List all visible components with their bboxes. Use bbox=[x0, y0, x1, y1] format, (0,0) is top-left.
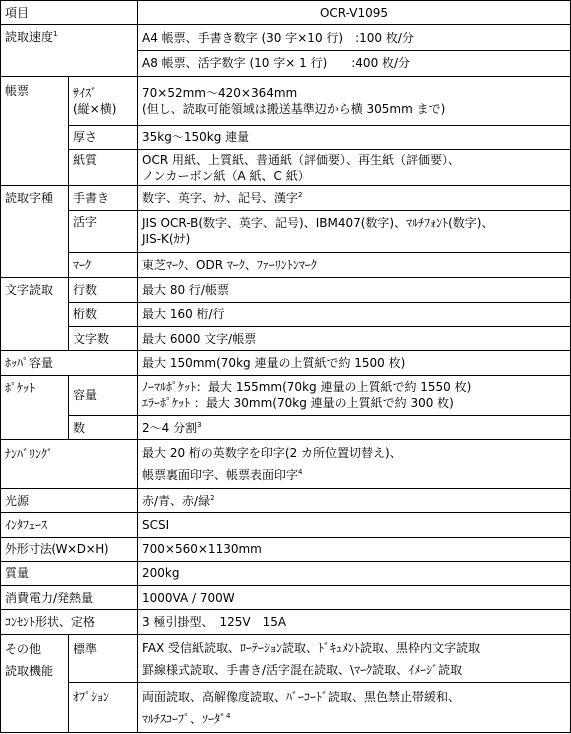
interface-label: ｲﾝﾀﾌｪｰｽ bbox=[1, 513, 138, 537]
light-text: 赤/青、赤/緑 bbox=[142, 493, 211, 508]
read-speed-values bbox=[138, 25, 571, 77]
char-read-digits-value: 最大 160 桁/行 bbox=[138, 302, 571, 326]
hopper-row bbox=[1, 351, 571, 375]
char-handwriting-row bbox=[1, 186, 571, 210]
weight-label: 質量 bbox=[1, 561, 138, 585]
numbering-note: 4 bbox=[298, 468, 303, 477]
char-printed-value bbox=[138, 210, 571, 253]
other-standard-label: 標準 bbox=[69, 634, 138, 683]
numbering-line-2-text: 帳票裏面印字、帳票表面印字 bbox=[142, 468, 299, 483]
other-standard-value bbox=[138, 634, 571, 683]
char-printed-line-1: JIS OCR-B(数字、英字、記号)、IBM407(数字)、ﾏﾙﾁﾌｫﾝﾄ(数字)、 bbox=[142, 216, 494, 231]
other-label-2: 読取機能 bbox=[5, 663, 54, 678]
header-item: 項目 bbox=[1, 1, 138, 25]
form-paper-value bbox=[138, 149, 571, 185]
numbering-row bbox=[1, 440, 571, 489]
interface-value: SCSI bbox=[138, 513, 571, 537]
weight-row bbox=[1, 561, 571, 585]
char-read-lines-label: 行数 bbox=[69, 278, 138, 302]
char-read-digits-label: 桁数 bbox=[69, 302, 138, 326]
power-value: 1000VA / 700W bbox=[138, 586, 571, 610]
outlet-row bbox=[1, 610, 571, 634]
other-option-line-2-text: ﾏﾙﾁｽｺｰﾌﾟ、ｿｰﾀﾞ bbox=[142, 711, 227, 726]
char-read-chars-row bbox=[1, 326, 571, 350]
pocket-capacity-value bbox=[138, 375, 571, 415]
form-paper-line-2: ノンカーボン紙（A 紙、C 紙） bbox=[142, 168, 310, 183]
other-standard-line-2: 罫線様式読取、手書き/活字混在読取、\ﾏｰｸ読取、ｲﾒｰｼﾞ読取 bbox=[142, 662, 463, 677]
header-row bbox=[1, 1, 571, 25]
form-label: 帳票 bbox=[1, 76, 69, 185]
other-option-note: 4 bbox=[226, 711, 231, 720]
read-speed-a8: A8 帳票、活字数字 (10 字× 1 行) :400 枚/分 bbox=[142, 55, 411, 70]
numbering-line-2 bbox=[142, 467, 566, 483]
form-size-label bbox=[69, 76, 138, 125]
char-mark-value: 東芝ﾏｰｸ、ODR ﾏｰｸ、ﾌｧｰﾘﾝﾄﾝﾏｰｸ bbox=[138, 253, 571, 278]
numbering-line-1: 最大 20 桁の英数字を印字(2 カ所位置切替え)、 bbox=[142, 446, 402, 461]
other-option-line-2 bbox=[142, 711, 566, 727]
pocket-count-text: 2～4 分割 bbox=[142, 420, 198, 435]
form-paper-row bbox=[1, 149, 571, 185]
numbering-label: ﾅﾝﾊﾞﾘﾝｸﾞ bbox=[1, 440, 138, 489]
form-size-value bbox=[138, 76, 571, 125]
form-thickness-row bbox=[1, 125, 571, 149]
pocket-capacity-line-1: ﾉｰﾏﾙﾎﾟｹｯﾄ：最大 155mm(70kg 連量の上質紙で約 1550 枚) bbox=[142, 380, 472, 395]
form-size-label-2: (縦×横) bbox=[73, 101, 117, 116]
pocket-count-value bbox=[138, 416, 571, 440]
interface-row bbox=[1, 513, 571, 537]
dimensions-value: 700×560×1130mm bbox=[138, 537, 571, 561]
light-row bbox=[1, 488, 571, 512]
power-label: 消費電力/発熱量 bbox=[1, 586, 138, 610]
other-option-row bbox=[1, 683, 571, 733]
char-read-label: 文字読取 bbox=[1, 278, 69, 351]
form-size-line-2: (但し、読取可能領域は搬送基準辺から横 305mm まで) bbox=[142, 101, 446, 116]
pocket-count-row bbox=[1, 416, 571, 440]
form-thickness-value: 35kg～150kg 連量 bbox=[138, 125, 571, 149]
other-option-label: ｵﾌﾟｼｮﾝ bbox=[69, 683, 138, 733]
read-speed-a4: A4 帳票、手書き数字 (30 字×10 行) :100 枚/分 bbox=[138, 26, 570, 51]
char-mark-label: ﾏｰｸ bbox=[69, 253, 138, 278]
char-printed-line-2: JIS-K(ｶﾅ) bbox=[142, 232, 191, 247]
dimensions-row bbox=[1, 537, 571, 561]
pocket-count-label: 数 bbox=[69, 416, 138, 440]
char-read-chars-label: 文字数 bbox=[69, 326, 138, 350]
form-thickness-label: 厚さ bbox=[69, 125, 138, 149]
light-value bbox=[138, 488, 571, 512]
pocket-capacity-row bbox=[1, 375, 571, 415]
char-mark-row bbox=[1, 253, 571, 278]
outlet-label: ｺﾝｾﾝﾄ形状、定格 bbox=[1, 610, 138, 634]
char-handwriting-value bbox=[138, 186, 571, 210]
numbering-value bbox=[138, 440, 571, 489]
form-size-line-1: 70×52mm～420×364mm bbox=[142, 85, 298, 100]
hopper-label: ﾎｯﾊﾟ容量 bbox=[1, 351, 138, 375]
power-row bbox=[1, 586, 571, 610]
form-paper-label: 紙質 bbox=[69, 149, 138, 185]
other-label-1: その他 bbox=[5, 641, 42, 656]
form-paper-line-1: OCR 用紙、上質紙、普通紙（評価要）、再生紙（評価要）、 bbox=[142, 152, 460, 167]
char-read-digits-row bbox=[1, 302, 571, 326]
light-label: 光源 bbox=[1, 488, 138, 512]
read-speed-label bbox=[1, 25, 138, 77]
dimensions-label: 外形寸法(W×D×H) bbox=[1, 537, 138, 561]
weight-value: 200kg bbox=[138, 561, 571, 585]
hopper-value: 最大 150mm(70kg 連量の上質紙で約 1500 枚) bbox=[138, 351, 571, 375]
char-handwriting-text: 数字、英字、ｶﾅ、記号、漢字 bbox=[142, 190, 299, 205]
char-read-chars-value: 最大 6000 文字/帳票 bbox=[138, 326, 571, 350]
pocket-capacity-label: 容量 bbox=[69, 375, 138, 415]
other-option-value bbox=[138, 683, 571, 733]
other-standard-line-1: FAX 受信紙読取、ﾛｰﾃｰｼｮﾝ読取、ﾄﾞｷｭﾒﾝﾄ読取、黒枠内文字読取 bbox=[142, 640, 481, 655]
char-types-label: 読取字種 bbox=[1, 186, 69, 278]
char-printed-row bbox=[1, 210, 571, 253]
char-printed-label: 活字 bbox=[69, 210, 138, 253]
light-note: 2 bbox=[210, 493, 215, 502]
other-standard-row bbox=[1, 634, 571, 683]
read-speed-note: 1 bbox=[53, 30, 58, 39]
pocket-count-note: 3 bbox=[197, 420, 202, 429]
other-option-line-1: 両面読取、高解像度読取、ﾊﾞｰｺｰﾄﾞ読取、黒色禁止帯緩和、 bbox=[142, 689, 461, 704]
pocket-capacity-line-2: ｴﾗｰﾎﾟｹｯﾄ ：最大 30mm(70kg 連量の上質紙で約 300 枚) bbox=[142, 396, 454, 411]
char-handwriting-label: 手書き bbox=[69, 186, 138, 210]
pocket-label: ﾎﾟｹｯﾄ bbox=[1, 375, 69, 440]
form-size-row bbox=[1, 76, 571, 125]
form-size-label-1: ｻｲｽﾞ bbox=[73, 85, 98, 100]
other-label bbox=[1, 634, 69, 732]
char-handwriting-note: 2 bbox=[298, 190, 303, 199]
read-speed-label-text: 読取速度 bbox=[5, 30, 54, 45]
outlet-value: 3 極引掛型、 125V 15A bbox=[138, 610, 571, 634]
read-speed-row bbox=[1, 25, 571, 77]
header-model: OCR-V1095 bbox=[138, 1, 571, 25]
char-read-lines-value: 最大 80 行/帳票 bbox=[138, 278, 571, 302]
char-read-lines-row bbox=[1, 278, 571, 302]
